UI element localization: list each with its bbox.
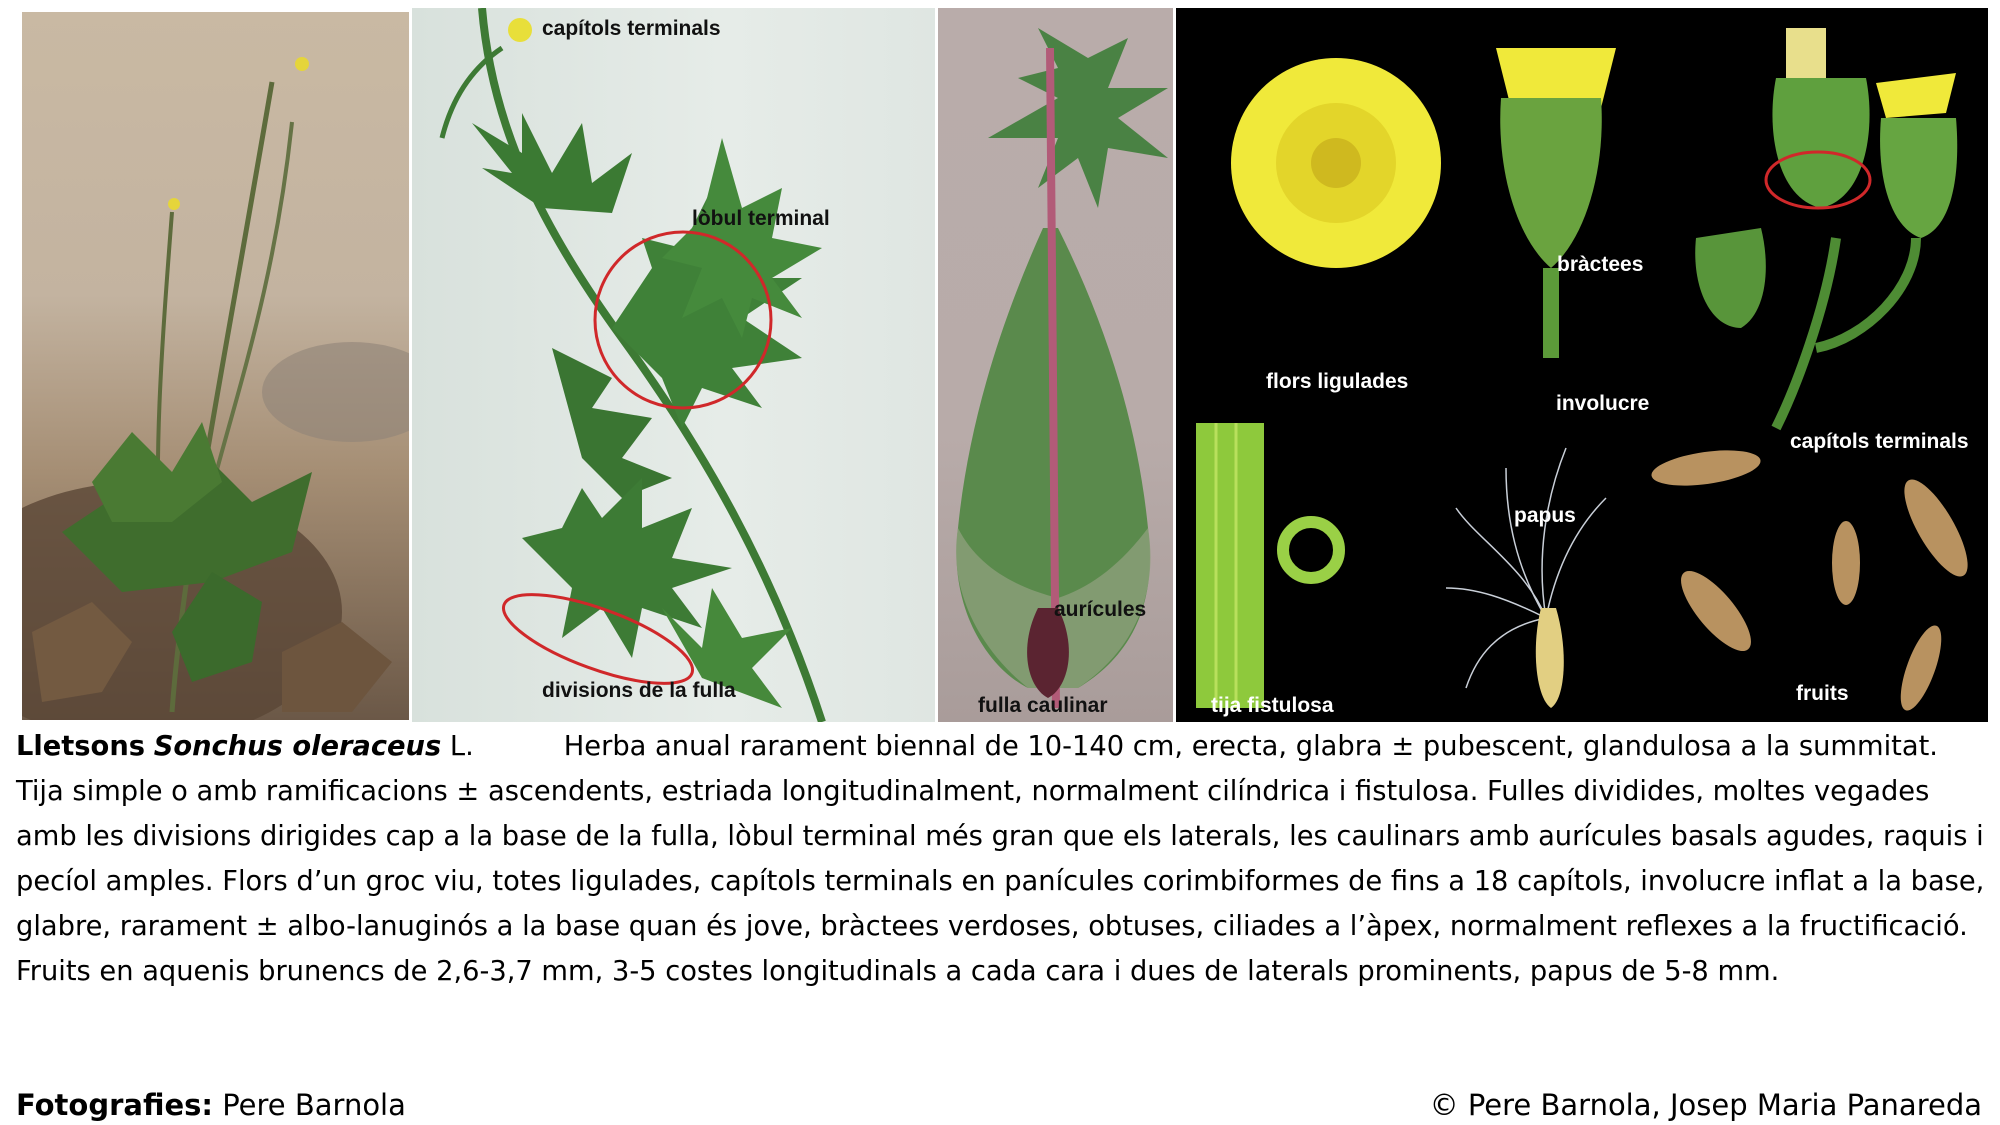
label-tija-fistulosa: tija fistulosa	[1211, 694, 1334, 717]
label-auricules: aurícules	[1054, 598, 1147, 621]
label-divisions-fulla: divisions de la fulla	[542, 679, 736, 702]
label-bractees: bràctees	[1557, 253, 1644, 276]
description-text: Herba anual rarament biennal de 10-140 cm, erecta, glabra ± pubescent, glandulosa a la summitat. Tija simple o amb ramificacions ± ascendents, estriada longitudinalment, normalment cilíndrica i fistulosa. Fulles dividides, moltes vegades amb les divisions dirigides cap a la base de la fulla, lòbul terminal més gran que els laterals, les caulinars amb aurícules basals agudes, raquis i pecíol amples. Flors d’un groc viu, totes ligulades, capítols terminals en panícules corimbiformes de fins a 18 capítols, involucre inflat a la base, glabre, rarament ± albo-lanuginós a la base quan és jove, bràctees verdoses, obtuses, ciliades a l’àpex, normalment reflexes a la fructificació. Fruits en aquenis brunencs de 2,6-3,7 mm, 3-5 costes longitudinals a cada cara i dues de laterals prominents, papus de 5-8 mm.	[16, 731, 1985, 987]
label-fulla-caulinar: fulla caulinar	[978, 694, 1108, 717]
label-fruits: fruits	[1796, 682, 1849, 705]
label-papus: papus	[1514, 504, 1576, 527]
copyright-notice: © Pere Barnola, Josep Maria Panareda	[1429, 1088, 1982, 1122]
flower-details-illustration	[1176, 8, 1988, 722]
habitat-plant-illustration	[22, 12, 409, 720]
label-lobul-terminal: lòbul terminal	[692, 207, 830, 230]
label-capitols-terminals-right: capítols terminals	[1790, 430, 1969, 453]
stem-leaves-photo	[412, 8, 935, 722]
species-author: L.	[441, 731, 474, 762]
scientific-name: Sonchus oleraceus	[153, 731, 442, 762]
photo-credit	[16, 1088, 406, 1122]
photo-credit-author: Pere Barnola	[213, 1088, 406, 1122]
common-name: Lletsons	[16, 731, 145, 762]
photo-credit-label: Fotografies:	[16, 1088, 213, 1122]
label-capitols-terminals-top: capítols terminals	[542, 17, 721, 40]
species-description	[16, 724, 1991, 994]
label-involucre: involucre	[1556, 392, 1650, 415]
habitat-photo	[22, 12, 409, 720]
cauline-leaf-photo	[938, 8, 1173, 722]
flower-details-photo	[1176, 8, 1988, 722]
stem-leaves-illustration	[412, 8, 935, 722]
label-flors-ligulades: flors ligulades	[1266, 370, 1409, 393]
